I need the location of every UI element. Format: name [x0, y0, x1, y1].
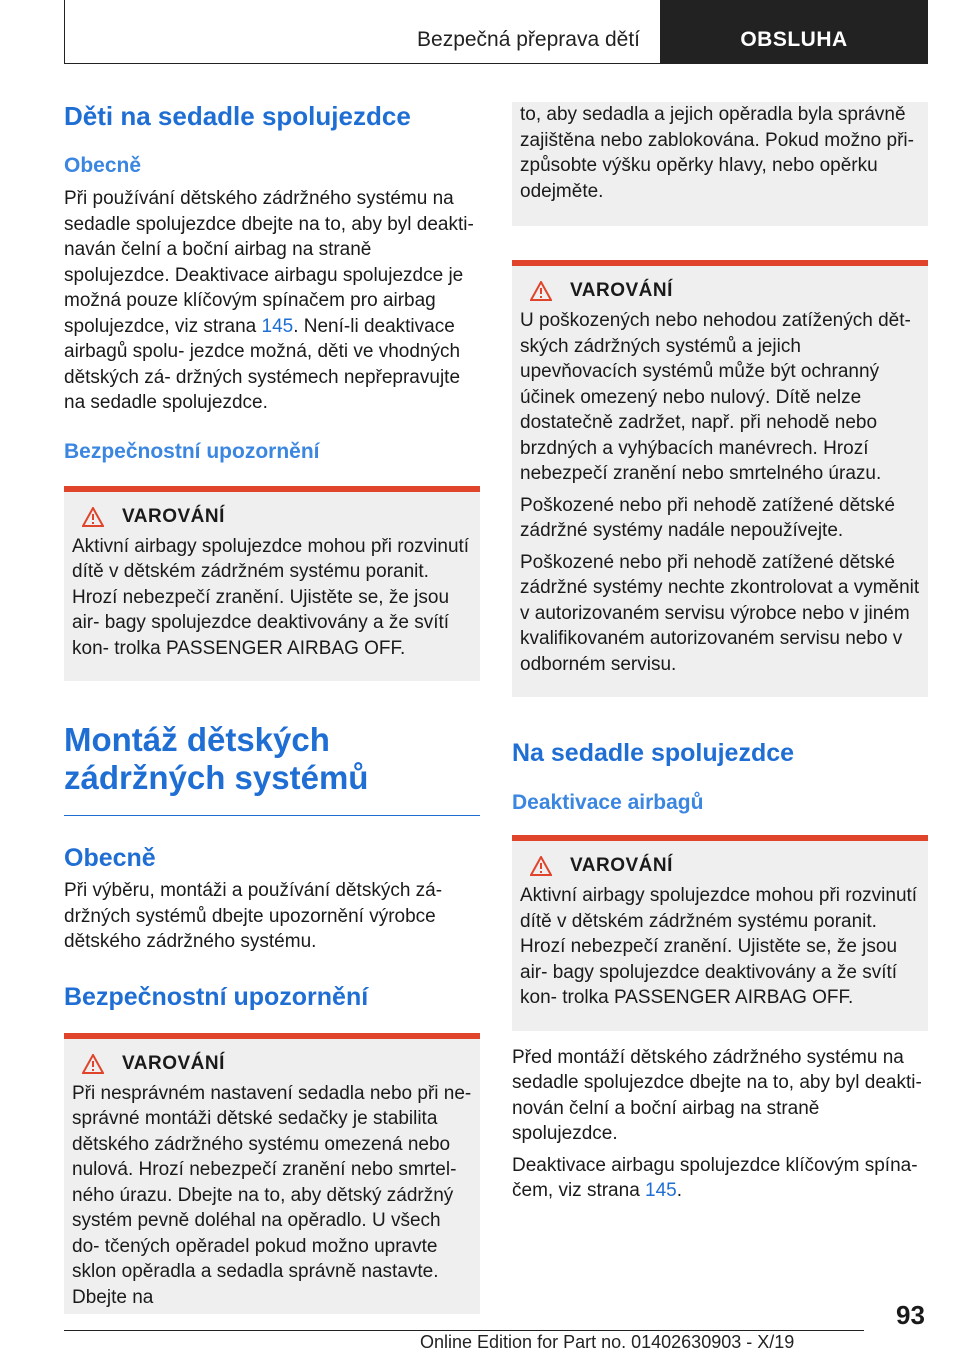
heading-safety-2: Bezpečnostní upozornění — [64, 982, 369, 1011]
warning-title — [72, 506, 472, 528]
page-link-145[interactable]: 145 — [261, 315, 294, 337]
warning-box-1 — [64, 486, 480, 682]
warning-triangle-icon — [82, 507, 104, 527]
warning-triangle-icon — [82, 1054, 104, 1074]
right-column — [512, 102, 928, 1204]
heading-deactivate-airbags: Deaktivace airbagů — [512, 791, 704, 814]
paragraph-key-switch — [512, 1153, 928, 1204]
heading-general-1: Obecně — [64, 154, 142, 177]
warning-label: VAROVÁNÍ — [122, 505, 225, 527]
warning-triangle-icon — [530, 856, 552, 876]
warning-text-2: Při nesprávném nastavení sedadla nebo při ne- správné montáži dětské sedačky je stabilita dětského zádržného systému omezená nebo nulová. Hrozí nebezpečí zranění nebo smrtel- ného úrazu. Dbejte na to, aby dětský zádržný systém pevně doléhal na opěradlo. U všech do- tčených opěradel pokud možno upravte sklon opěradla a sedadla správně nastavte. Dbejte na — [72, 1082, 472, 1308]
paragraph-general-1 — [64, 186, 480, 416]
footer-edition: Online Edition for Part no. 01402630903 - X/19 — [420, 1332, 795, 1352]
heading-passenger-seat: Na sedadle spolujezdce — [512, 739, 795, 767]
warning-box-3 — [512, 260, 928, 697]
text-segment: . — [676, 1180, 683, 1201]
text-segment: Při používání dětského zádržného systému na sedadle spolujezdce dbejte na to, aby byl deakti- naván čelní a boční airbag na straně spolujezdce. Deaktivace airbagu spolujezdce je možná pouze klíčovým spínačem pro airbag spolujezdce, viz strana — [64, 188, 474, 337]
text-segment: . Není-li deaktivace airbagů spolu- jezdce možná, děti ve vhodných dětských zá- držných systémech nepřepravujte na sedadle spolujezdce. — [64, 315, 461, 413]
warning-box-2 — [64, 1033, 480, 1315]
warning-text-1: Aktivní airbagy spolujezdce mohou při rozvinutí dítě v dětském zádržném systému poranit. Hrozí nebezpečí zranění. Ujistěte se, že jsou air- bagy spolujezdce deaktivovány a že svítí kon- trolka PASSENGER AIRBAG OFF. — [72, 535, 470, 659]
continuation-text: to, aby sedadla a jejich opěradla byla správně zajištěna nebo zablokována. Pokud možno při- způsobte výšku opěrky hlavy, nebo opěrku odejměte. — [520, 104, 914, 202]
left-column — [64, 100, 480, 1314]
warning-label: VAROVÁNÍ — [570, 855, 673, 876]
paragraph-general-2: Při výběru, montáži a používání dětských zá- držných systémů dbejte upozornění výrobce dětského zádržného systému. — [64, 880, 443, 952]
warning-continuation — [512, 102, 928, 226]
page-link-145[interactable]: 145 — [645, 1180, 677, 1201]
warning-triangle-icon — [530, 281, 552, 301]
warning-text-4: Aktivní airbagy spolujezdce mohou při rozvinutí dítě v dětském zádržném systému poranit. Hrozí nebezpečí zranění. Ujistěte se, že jsou air- bagy spolujezdce deaktivovány a že svítí kon- trolka PASSENGER AIRBAG OFF. — [520, 885, 918, 1008]
warning-title — [520, 855, 920, 877]
paragraph-before-mounting: Před montáží dětského zádržného systému na sedadle spolujezdce dbejte na to, aby byl deakti- nován čelní a boční airbag na straně spolujezdce. — [512, 1046, 922, 1144]
warning-text-3a: U poškozených nebo nehodou zatížených dět- ských zádržných systémů a jejich upevňovacích systémů může být ochranný účinek omezený nebo nulový. Dítě nelze dostatečně zadržet, např. při nehodě nebo brzdných a vyhýbacích manévrech. Hrozí nebezpečí zranění nebo smrtelného úrazu. — [520, 310, 911, 484]
heading-safety-1: Bezpečnostní upozornění — [64, 439, 320, 463]
warning-text-3b: Poškozené nebo při nehodě zatížené dětské zádržné systémy nadále nepoužívejte. — [520, 494, 895, 541]
warning-box-4 — [512, 835, 928, 1031]
header-section-title: Bezpečná přeprava dětí — [417, 28, 640, 51]
footer-divider — [64, 1330, 864, 1331]
heading-general-2: Obecně — [64, 844, 156, 872]
warning-label: VAROVÁNÍ — [122, 1052, 225, 1074]
header-tab: OBSLUHA — [660, 0, 928, 64]
heading-child-seat: Děti na sedadle spolujezdce — [64, 101, 411, 131]
warning-title — [72, 1053, 472, 1075]
page-number: 93 — [896, 1300, 925, 1330]
warning-text-3c: Poškozené nebo při nehodě zatížené dětské zádržné systémy nechte zkontrolovat a vyměnit v autorizovaném servisu výrobce nebo v jiném kvalifikovaném autorizovaném servisu nebo v odborném servisu. — [520, 551, 920, 675]
text-segment: Deaktivace airbagu spolujezdce klíčovým spína- čem, viz strana — [512, 1154, 918, 1201]
heading-mount: Montáž dětských zádržných systémů — [64, 721, 480, 816]
warning-title — [520, 280, 920, 302]
warning-label: VAROVÁNÍ — [570, 280, 673, 301]
